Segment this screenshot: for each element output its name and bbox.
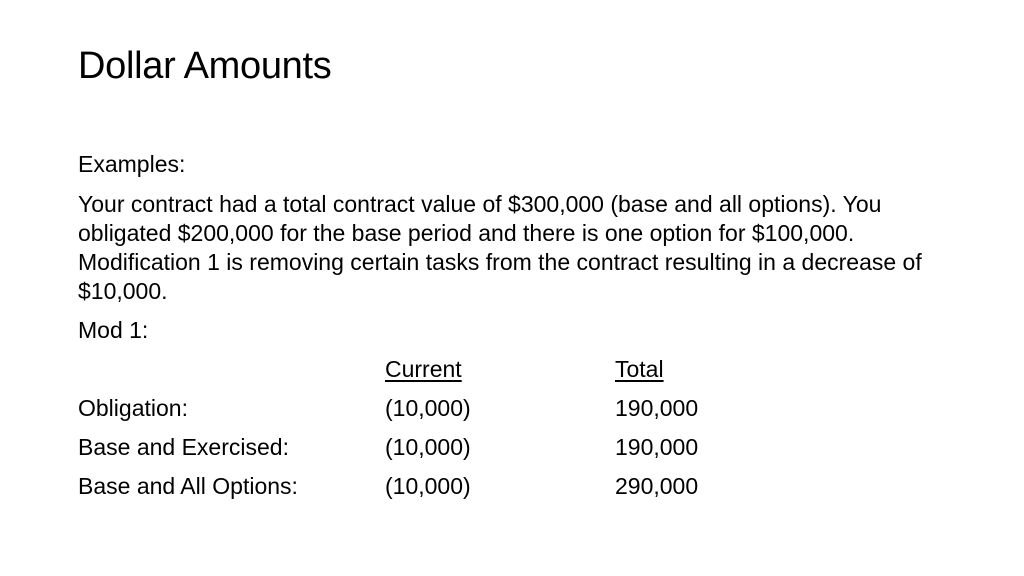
table-row bbox=[78, 433, 958, 472]
example-paragraph: Your contract had a total contract value of $300,000 (base and all options). You obligated $200,000 for the base period and there is one option for $100,000. Modification 1 is removing certain tasks from the contract resulting in a decrease of $10,000. bbox=[78, 191, 922, 304]
row-total: 190,000 bbox=[615, 434, 699, 460]
row-current: (10,000) bbox=[385, 434, 471, 460]
row-label: Base and All Options: bbox=[78, 473, 298, 499]
table-row bbox=[78, 472, 958, 511]
slide-title: Dollar Amounts bbox=[78, 45, 332, 87]
table-header-current: Current bbox=[385, 356, 462, 382]
mod-label: Mod 1: bbox=[78, 317, 149, 343]
slide-body bbox=[78, 150, 958, 511]
row-current: (10,000) bbox=[385, 473, 471, 499]
table-header-row bbox=[78, 355, 958, 394]
row-total: 290,000 bbox=[615, 473, 699, 499]
table-header-total: Total bbox=[615, 356, 664, 382]
row-label: Base and Exercised: bbox=[78, 434, 289, 460]
row-total: 190,000 bbox=[615, 395, 699, 421]
table-row bbox=[78, 394, 958, 433]
amounts-table bbox=[78, 355, 958, 511]
row-current: (10,000) bbox=[385, 395, 471, 421]
examples-label: Examples: bbox=[78, 151, 186, 177]
row-label: Obligation: bbox=[78, 395, 188, 421]
